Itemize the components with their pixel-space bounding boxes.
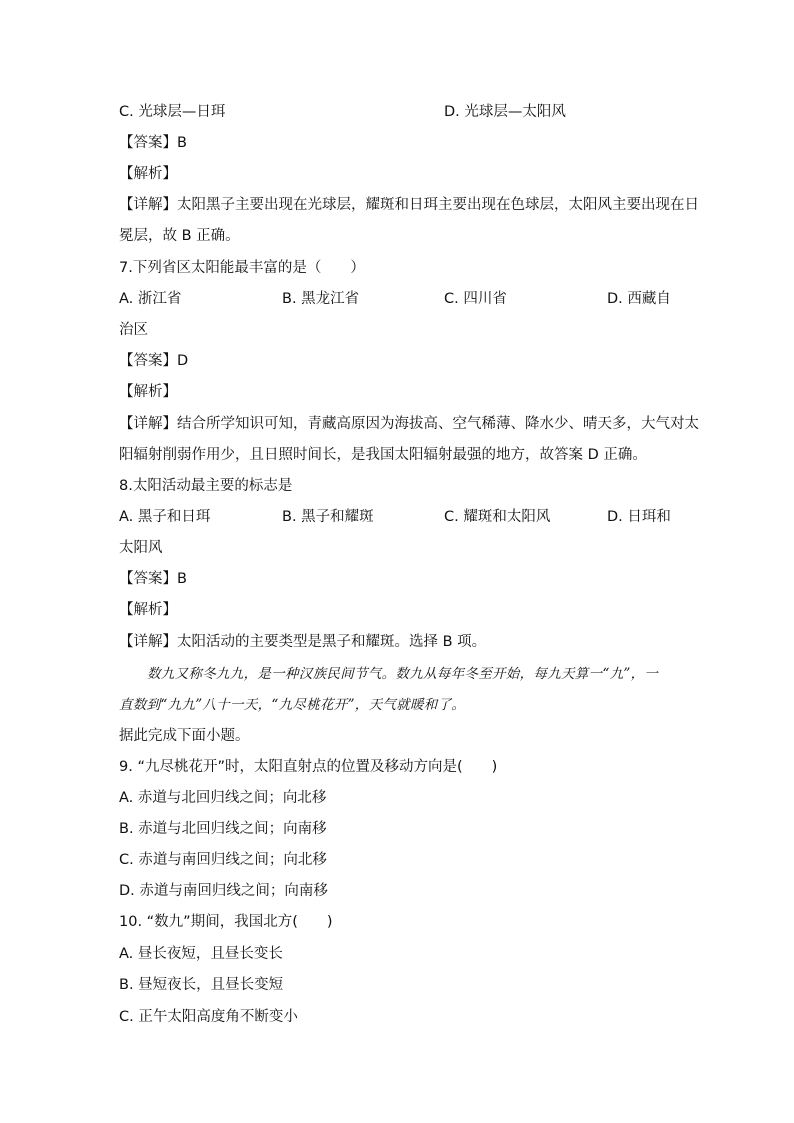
- q7-option-b: B. 黑龙江省: [282, 291, 360, 307]
- q8-answer: 【答案】B: [119, 571, 187, 587]
- q7-option-a: A. 浙江省: [119, 291, 182, 307]
- passage-line2: 直数到“九九”八十一天，“九尽桃花开”，天气就暖和了。: [119, 697, 466, 713]
- q8-option-d: D. 日珥和: [607, 509, 671, 525]
- q7-answer: 【答案】D: [119, 353, 189, 369]
- q9-stem: 9. “九尽桃花开”时，太阳直射点的位置及移动方向是( ): [119, 759, 498, 775]
- q9-option-a: A. 赤道与北回归线之间；向北移: [119, 790, 327, 806]
- q6-answer: 【答案】B: [119, 135, 187, 151]
- q7-analysis-heading: 【解析】: [119, 384, 177, 400]
- q10-option-c: C. 正午太阳高度角不断变小: [119, 1009, 298, 1025]
- q8-option-c: C. 耀斑和太阳风: [444, 509, 551, 525]
- q7-option-c: C. 四川省: [444, 291, 507, 307]
- q7-stem: 7.下列省区太阳能最丰富的是（ ）: [119, 260, 365, 276]
- q6-detail-line2: 冕层，故 B 正确。: [119, 228, 240, 244]
- q6-analysis-heading: 【解析】: [119, 166, 177, 182]
- q6-detail-line1: 【详解】太阳黑子主要出现在光球层，耀斑和日珥主要出现在色球层，太阳风主要出现在日: [119, 197, 699, 213]
- q8-option-d-continued: 太阳风: [119, 540, 163, 556]
- q10-stem: 10. “数九”期间，我国北方( ): [119, 914, 333, 930]
- q9-option-d: D. 赤道与南回归线之间；向南移: [119, 883, 328, 899]
- q7-option-d: D. 西藏自: [607, 291, 671, 307]
- q7-option-d-continued: 治区: [119, 322, 148, 338]
- q9-option-b: B. 赤道与北回归线之间；向南移: [119, 821, 327, 837]
- q7-detail-line2: 阳辐射削弱作用少，且日照时间长，是我国太阳辐射最强的地方，故答案 D 正确。: [119, 447, 647, 463]
- q9-option-c: C. 赤道与南回归线之间；向北移: [119, 852, 327, 868]
- q6-option-c: C. 光球层—日珥: [119, 104, 226, 120]
- passage-instruction: 据此完成下面小题。: [119, 728, 250, 744]
- q8-option-b: B. 黑子和耀斑: [282, 509, 374, 525]
- q10-option-b: B. 昼短夜长，且昼长变短: [119, 977, 284, 993]
- passage-line1: 数九又称冬九九，是一种汉族民间节气。数九从每年冬至开始，每九天算一“九”，一: [147, 666, 659, 682]
- q8-detail: 【详解】太阳活动的主要类型是黑子和耀斑。选择 B 项。: [119, 634, 487, 650]
- q8-analysis-heading: 【解析】: [119, 602, 177, 618]
- q8-option-a: A. 黑子和日珥: [119, 509, 211, 525]
- q8-stem: 8.太阳活动最主要的标志是: [119, 478, 293, 494]
- q7-detail-line1: 【详解】结合所学知识可知，青藏高原因为海拔高、空气稀薄、降水少、晴天多，大气对太: [119, 416, 699, 432]
- q10-option-a: A. 昼长夜短，且昼长变长: [119, 946, 283, 962]
- q6-option-d: D. 光球层—太阳风: [444, 104, 566, 120]
